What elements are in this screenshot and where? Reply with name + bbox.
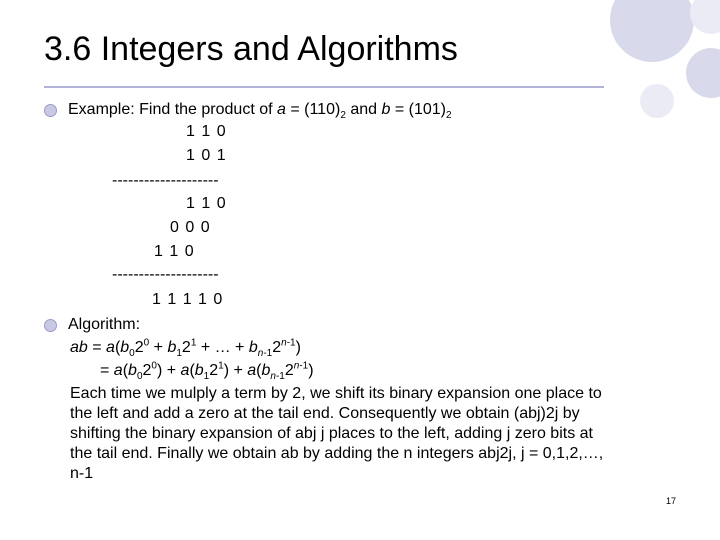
algorithm-paragraph-line: Each time we mulply a term by 2, we shift its binary expansion one place to [70,385,602,402]
algorithm-paragraph-line: shifting the binary expansion of abj j places to the left, adding j zero bits at [70,425,593,442]
operand-1: 1 1 0 [186,123,227,140]
example-b-value: = (101) [390,101,446,118]
product-result: 1 1 1 1 0 [152,291,224,308]
example-prefix: Example: Find the product of [68,101,277,118]
operand-2: 1 0 1 [186,147,227,164]
example-var-a: a [277,101,286,118]
example-b-base: 2 [445,110,452,122]
decor-circle-small-top [690,0,720,34]
algorithm-paragraph-line: the tail end. Finally we obtain ab by adding the n integers abj2j, j = 0,1,2,…, [70,445,604,462]
example-a-value: = (110) [285,101,341,118]
partial-product-1: 1 1 0 [186,195,227,212]
partial-product-3: 1 1 0 [154,243,195,260]
decor-circle-right [686,48,720,98]
example-line [68,100,452,120]
page-number: 17 [666,496,677,506]
example-and: and [345,101,382,118]
algorithm-paragraph-line: n-1 [70,465,94,482]
bullet-icon [44,319,57,332]
example-var-b: b [381,101,391,118]
formula-line-2: = $a(b_02^0) + a(b_12^1) + a(b_{n-1}2^{n-1})$ [100,360,314,383]
algorithm-paragraph-line: the left and add a zero at the tail end. Consequently we obtain (abj)2j by [70,405,580,422]
rule-2: -------------------- [112,266,219,283]
page-title: 3.6 Integers and Algorithms [44,30,458,68]
formula-line-1: ab = $a(b_02^0 + b_12^1$ + … + $b_{n-1}2^{n-1}$) [70,337,301,360]
decor-circle-bottom [640,84,674,118]
decor-circle-large [610,0,694,62]
bullet-icon [44,104,57,117]
example-a-base: 2 [340,110,346,122]
partial-product-2: 0 0 0 [170,219,211,236]
title-divider [44,86,604,88]
rule-1: -------------------- [112,172,219,189]
algorithm-label: Algorithm: [68,316,141,333]
